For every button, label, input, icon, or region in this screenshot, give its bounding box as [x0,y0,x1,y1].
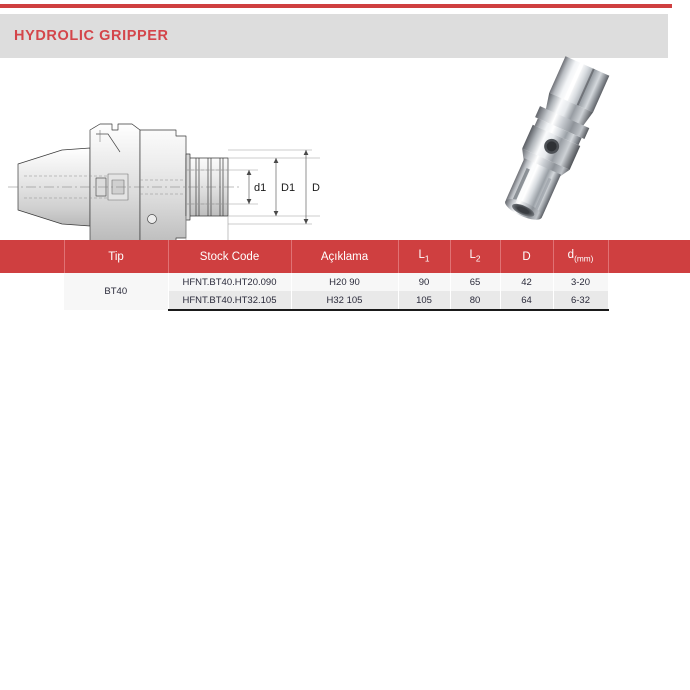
row-spacer-right [608,291,690,310]
drawing-set-screw [148,215,157,224]
column-header-tip: Tip [64,240,168,273]
dimension-label-D1: D1 [281,182,296,194]
cell-d-mm: 6-32 [553,291,608,310]
cell-l1: 90 [398,273,450,291]
row-spacer-left [0,273,64,291]
column-header-d-mm: $d_{(mm)}$ [553,240,608,273]
row-spacer-left [0,291,64,310]
cell-stock-code: HFNT.BT40.HT32.105 [168,291,291,310]
cell-d-mm: 3-20 [553,273,608,291]
table-row [0,273,690,291]
top-accent-rule [0,4,672,8]
table-header-row [0,240,690,273]
column-header-stock-code: Stock Code [168,240,291,273]
cell-l2: 65 [450,273,500,291]
row-spacer-right [608,273,690,291]
cell-aciklama: H32 105 [291,291,398,310]
column-header-l1: $L_1$ [398,240,450,273]
cell-aciklama: H20 90 [291,273,398,291]
cell-l2: 80 [450,291,500,310]
cell-stock-code: HFNT.BT40.HT20.090 [168,273,291,291]
column-header-d-major: D [500,240,553,273]
product-photo [470,58,630,243]
dimension-label-D: D [312,182,320,194]
cell-tip-group: BT40 [64,273,168,310]
page-title: HYDROLIC GRIPPER [14,28,169,44]
cell-l1: 105 [398,291,450,310]
cell-d-major: 42 [500,273,553,291]
header-spacer-left [0,240,64,273]
dimension-label-d1: d1 [254,182,267,194]
column-header-aciklama: Açıklama [291,240,398,273]
column-header-l2: $L_2$ [450,240,500,273]
specification-table [0,240,690,311]
cell-d-major: 64 [500,291,553,310]
header-spacer-right [608,240,690,273]
technical-drawing [0,62,340,237]
